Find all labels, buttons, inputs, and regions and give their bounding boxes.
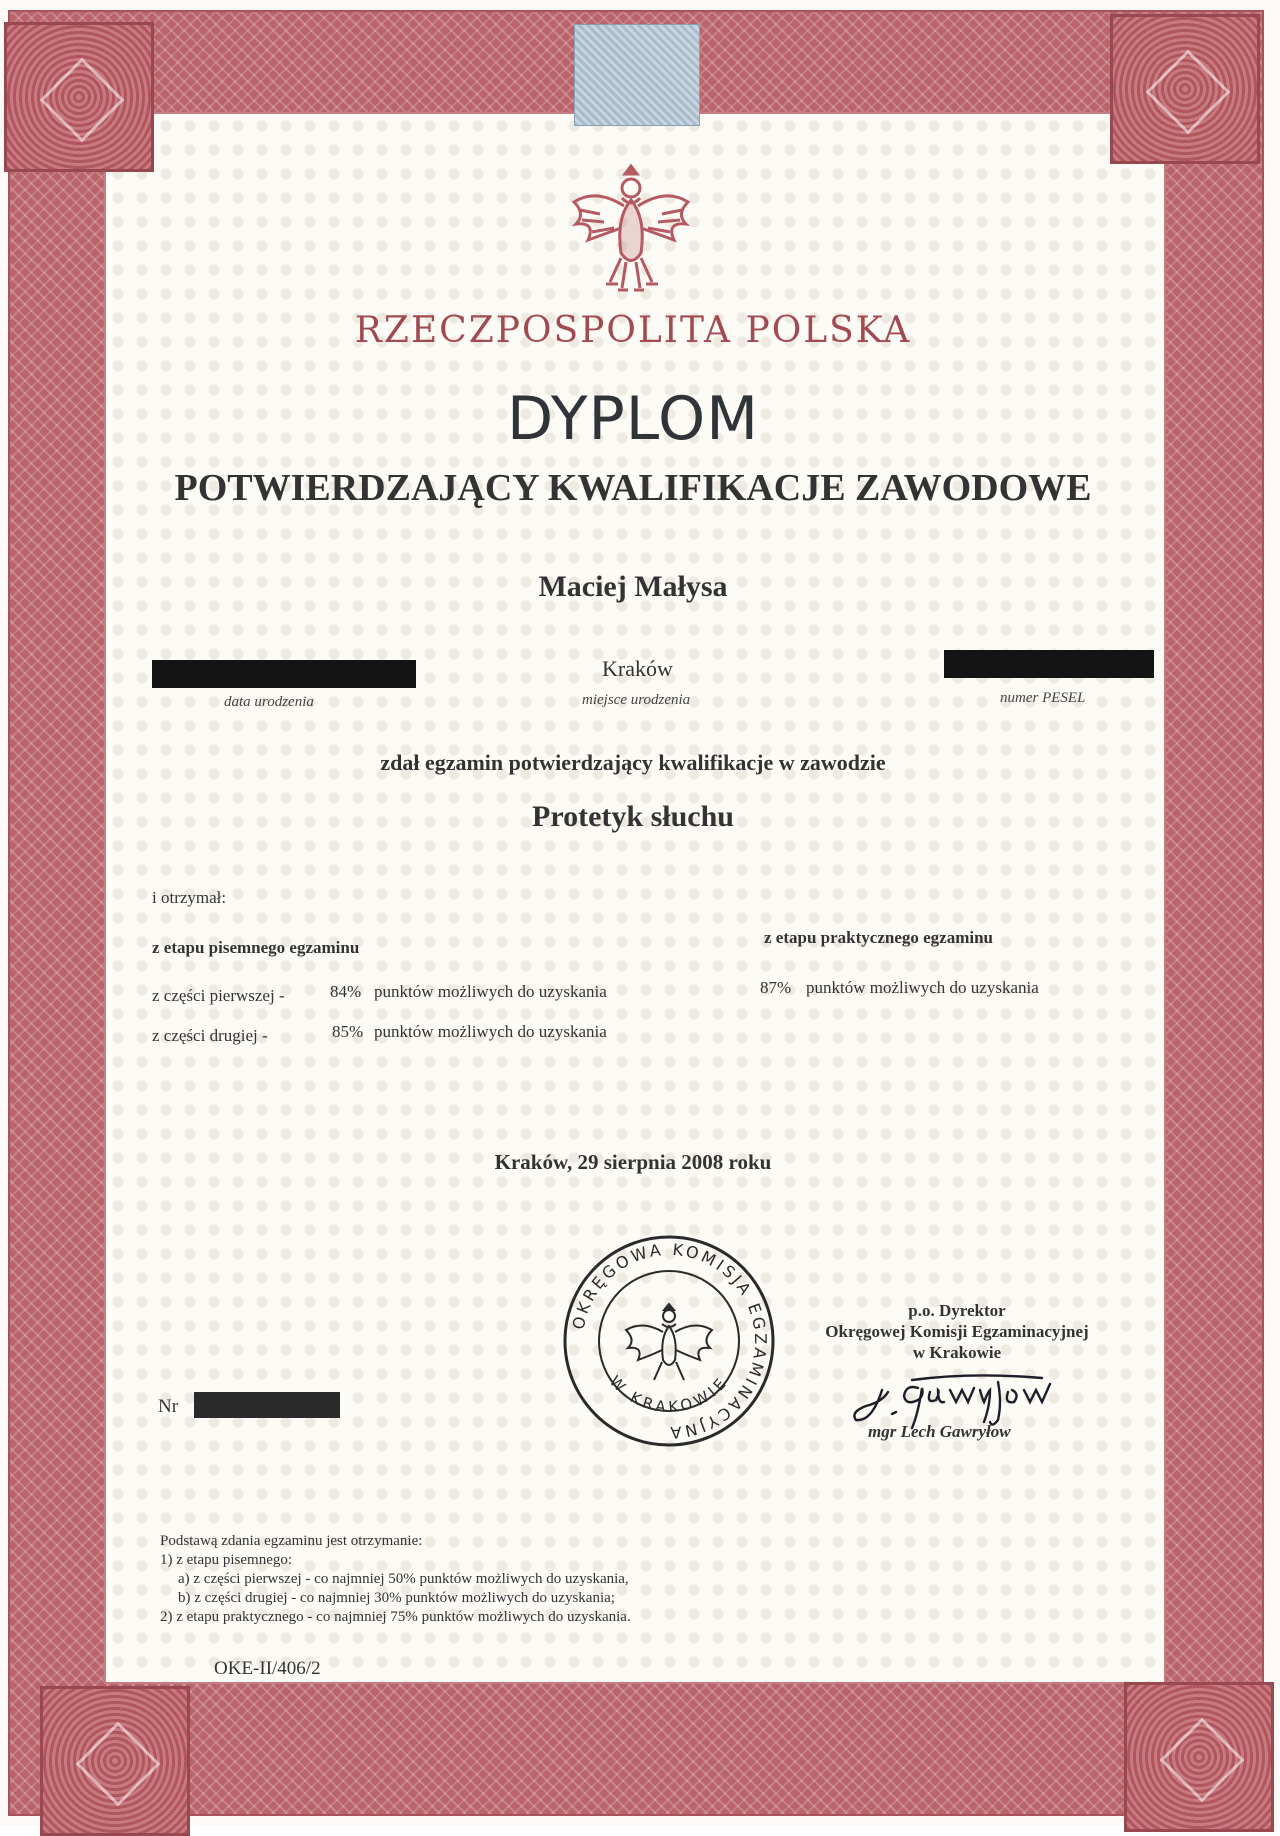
birth-date-redaction	[152, 660, 416, 688]
director-line-1: p.o. Dyrektor	[908, 1301, 1006, 1320]
part1-points-text: punktów możliwych do uzyskania	[374, 982, 607, 1001]
country-name: RZECZPOSPOLITA POLSKA	[354, 310, 912, 351]
document-number-label: Nr	[158, 1396, 179, 1417]
birth-place: Kraków	[602, 656, 673, 681]
signer-name: mgr Lech Gawryłow	[868, 1422, 1011, 1441]
profession-name: Protetyk słuchu	[532, 800, 734, 833]
form-code: OKE-II/406/2	[214, 1658, 321, 1679]
part2-points-text: punktów możliwych do uzyskania	[374, 1022, 607, 1041]
director-line-3: w Krakowie	[912, 1343, 1002, 1362]
seal-ring-text: OKRĘGOWA KOMISJA EGZAMINACYJNA	[568, 1239, 771, 1443]
part1-score: 84%	[330, 982, 362, 1001]
birth-date-label: data urodzenia	[224, 694, 314, 710]
document-subtitle: POTWIERDZAJĄCY KWALIFIKACJE ZAWODOWE	[174, 467, 1092, 509]
svg-text:W KRAKOWIE	[606, 1372, 732, 1416]
seal-city-text: W KRAKOWIE	[605, 1372, 733, 1417]
basis-line-4: b) z części drugiej - co najmniej 30% punktów możliwych do uzyskania;	[178, 1590, 615, 1606]
part2-score: 85%	[332, 1022, 364, 1041]
practical-points-text: punktów możliwych do uzyskania	[806, 978, 1039, 997]
birth-place-label: miejsce urodzenia	[582, 692, 691, 708]
corner-ornament-bottom-right	[1124, 1682, 1274, 1832]
document-title: DYPLOM	[506, 384, 760, 454]
part1-label: z części pierwszej -	[152, 986, 285, 1005]
holder-name: Maciej Małysa	[538, 570, 728, 603]
director-title	[796, 1300, 1118, 1363]
eagle-emblem-icon	[566, 158, 696, 298]
exam-statement: zdał egzamin potwierdzający kwalifikacje w zawodzie	[380, 750, 886, 775]
official-seal-icon	[558, 1230, 780, 1452]
basis-line-1: Podstawą zdania egzaminu jest otrzymanie:	[160, 1533, 423, 1549]
basis-line-2: 1) z etapu pisemnego:	[160, 1552, 293, 1568]
exam-basis-note	[160, 1532, 631, 1627]
practical-score: 87%	[760, 978, 792, 997]
basis-line-3: a) z części pierwszej - co najmniej 50% punktów możliwych do uzyskania,	[178, 1571, 629, 1587]
pesel-label: numer PESEL	[1000, 690, 1086, 706]
received-label: i otrzymał:	[152, 888, 227, 907]
director-line-2: Okręgowej Komisji Egzaminacyjnej	[825, 1322, 1089, 1341]
basis-line-5: 2) z etapu praktycznego - co najmniej 75% punktów możliwych do uzyskania.	[160, 1609, 631, 1625]
corner-ornament-top-left	[4, 22, 154, 172]
pesel-redaction	[944, 650, 1154, 678]
part2-label: z części drugiej -	[152, 1026, 268, 1045]
practical-stage-header: z etapu praktycznego egzaminu	[764, 928, 994, 947]
corner-ornament-bottom-left	[40, 1686, 190, 1836]
hologram-sticker	[574, 24, 700, 126]
issue-place-date: Kraków, 29 sierpnia 2008 roku	[494, 1150, 772, 1174]
corner-ornament-top-right	[1110, 14, 1260, 164]
written-stage-header: z etapu pisemnego egzaminu	[152, 938, 360, 957]
document-number-redaction	[194, 1392, 340, 1418]
